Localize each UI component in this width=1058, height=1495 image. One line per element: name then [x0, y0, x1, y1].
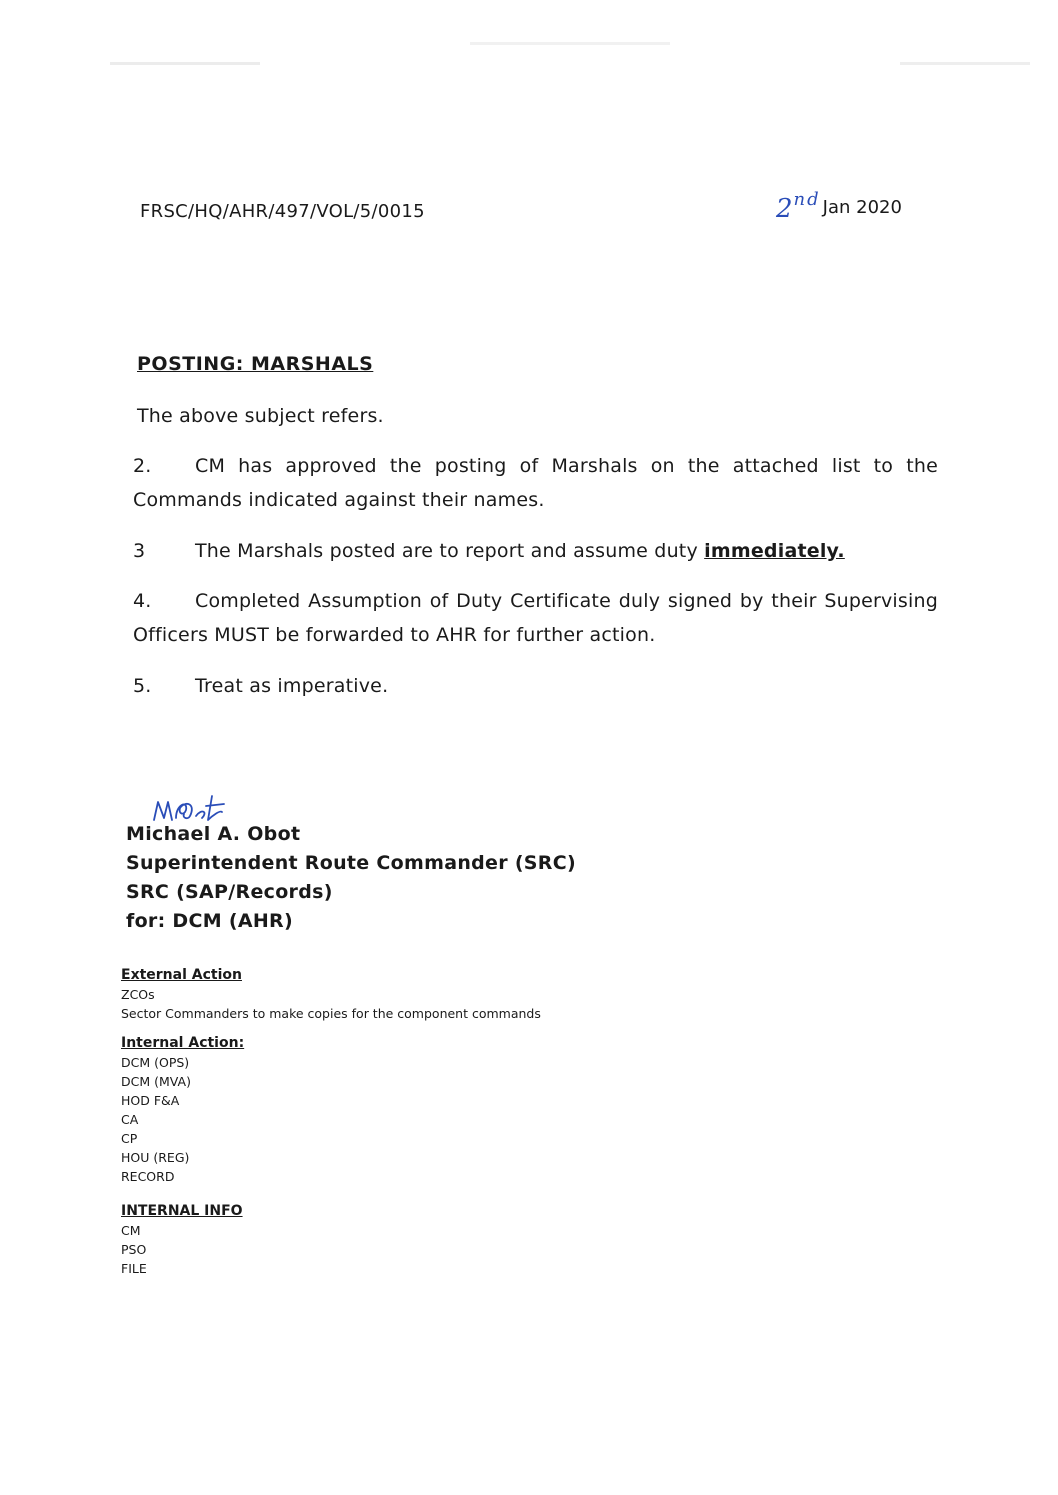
date-month-year: Jan 2020	[822, 197, 902, 218]
reference-number: FRSC/HQ/AHR/497/VOL/5/0015	[140, 201, 425, 222]
list-item: HOD F&A	[121, 1093, 180, 1108]
emphasis-text: immediately.	[704, 540, 845, 562]
paragraph-number: 4.	[133, 590, 152, 612]
paragraph-number: 3	[133, 540, 146, 562]
paragraph-2	[133, 449, 938, 517]
subject-heading: POSTING: MARSHALS	[137, 353, 374, 375]
intro-paragraph: The above subject refers.	[137, 405, 384, 427]
paragraph-text: The Marshals posted are to report and assume duty	[195, 540, 705, 562]
internal-action-heading: Internal Action:	[121, 1035, 245, 1051]
list-item: HOU (REG)	[121, 1150, 190, 1165]
signatory-name: Michael A. Obot	[126, 823, 301, 845]
list-item: ZCOs	[121, 987, 155, 1002]
paragraph-text: Treat as imperative.	[195, 675, 389, 697]
scan-artifact	[900, 62, 1030, 65]
list-item: CM	[121, 1223, 141, 1238]
signatory-title: Superintendent Route Commander (SRC)	[126, 852, 576, 874]
list-item: PSO	[121, 1242, 147, 1257]
date-day-handwritten: 2	[776, 194, 793, 224]
paragraph-5	[133, 669, 938, 703]
internal-action-list	[121, 1034, 244, 1186]
external-action-heading: External Action	[121, 967, 242, 983]
paragraph-4	[133, 584, 938, 652]
list-item: RECORD	[121, 1169, 175, 1184]
list-item: CP	[121, 1131, 138, 1146]
paragraph-3	[133, 534, 938, 568]
paragraph-text: CM has approved the posting of Marshals on the attached list to the Commands indicated against their names.	[133, 455, 938, 511]
external-action-list	[121, 966, 541, 1023]
internal-info-heading: INTERNAL INFO	[121, 1203, 243, 1219]
list-item: Sector Commanders to make copies for the component commands	[121, 1006, 541, 1021]
signature-block	[126, 820, 576, 936]
list-item: DCM (MVA)	[121, 1074, 191, 1089]
internal-info-list	[121, 1202, 243, 1278]
paragraph-text: Completed Assumption of Duty Certificate duly signed by their Supervising Officers MUST be forwarded to AHR for further action.	[133, 590, 938, 646]
list-item: CA	[121, 1112, 139, 1127]
scan-artifact	[110, 62, 260, 65]
letter-date	[776, 189, 902, 224]
signatory-for-line: for: DCM (AHR)	[126, 910, 293, 932]
paragraph-number: 5.	[133, 675, 152, 697]
list-item: DCM (OPS)	[121, 1055, 190, 1070]
date-suffix-handwritten: nd	[793, 189, 821, 210]
list-item: FILE	[121, 1261, 147, 1276]
paragraph-number: 2.	[133, 455, 152, 477]
scan-artifact	[470, 42, 670, 45]
signatory-office: SRC (SAP/Records)	[126, 881, 333, 903]
